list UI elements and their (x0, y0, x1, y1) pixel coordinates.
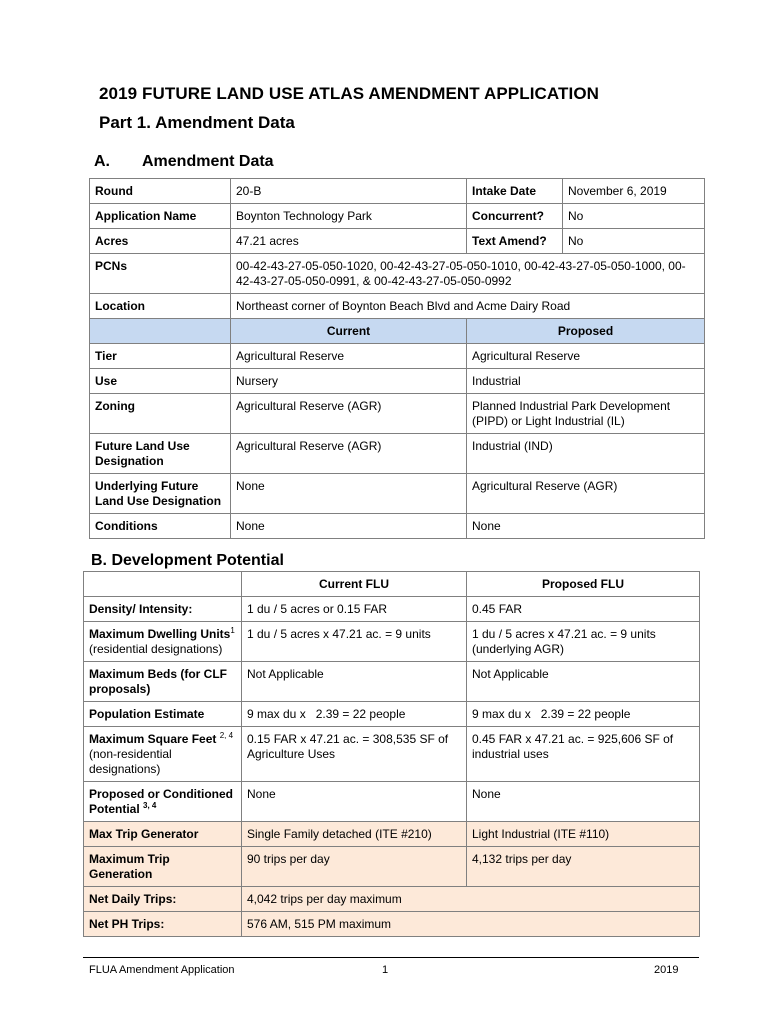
conditioned-label-bold: Proposed or Conditioned Potential (89, 787, 233, 816)
conditioned-label (84, 782, 242, 822)
round-label: Round (90, 179, 231, 204)
amendment-data-table (89, 178, 705, 539)
row-label: Zoning (90, 394, 231, 434)
max-trip-label: Maximum Trip Generation (84, 847, 242, 887)
development-potential-table (83, 571, 700, 937)
trip-generator-current: Single Family detached (ITE #210) (242, 822, 467, 847)
acres-label: Acres (90, 229, 231, 254)
row-current: None (231, 474, 467, 514)
density-current: 1 du / 5 acres or 0.15 FAR (242, 597, 467, 622)
header-blank-cell (90, 319, 231, 344)
footnote-marker: 2, 4 (219, 731, 234, 740)
application-name-label: Application Name (90, 204, 231, 229)
pcns-label: PCNs (90, 254, 231, 294)
part-subtitle: Part 1. Amendment Data (99, 113, 295, 132)
current-column-header: Current (231, 319, 467, 344)
table-row (84, 822, 700, 847)
round-value: 20-B (231, 179, 467, 204)
dwelling-label-bold: Maximum Dwelling Units (89, 627, 231, 641)
table-row (90, 204, 705, 229)
table-row (84, 887, 700, 912)
footer-page-number: 1 (382, 964, 389, 976)
row-proposed: Industrial (467, 369, 705, 394)
sqft-label-bold: Maximum Square Feet (89, 732, 217, 746)
max-trip-proposed: 4,132 trips per day (467, 847, 700, 887)
table-row (90, 229, 705, 254)
sqft-label (84, 727, 242, 782)
table-row (84, 662, 700, 702)
intake-date-label: Intake Date (467, 179, 563, 204)
table-row (90, 394, 705, 434)
row-proposed: Agricultural Reserve (AGR) (467, 474, 705, 514)
table-row (84, 727, 700, 782)
row-label: Conditions (90, 514, 231, 539)
max-trip-current: 90 trips per day (242, 847, 467, 887)
row-proposed: Planned Industrial Park Development (PIPD) or Light Industrial (IL) (467, 394, 705, 434)
location-label: Location (90, 294, 231, 319)
row-current: None (231, 514, 467, 539)
beds-proposed: Not Applicable (467, 662, 700, 702)
pcns-value: 00-42-43-27-05-050-1020, 00-42-43-27-05-050-1010, 00-42-43-27-05-050-1000, 00-42-43-27-05-050-0991, & 00-42-43-27-05-050-0992 (231, 254, 705, 294)
row-label: Underlying Future Land Use Designation (90, 474, 231, 514)
net-daily-label: Net Daily Trips: (84, 887, 242, 912)
document-title: 2019 FUTURE LAND USE ATLAS AMENDMENT APPLICATION (99, 84, 600, 103)
net-ph-label: Net PH Trips: (84, 912, 242, 937)
population-label: Population Estimate (84, 702, 242, 727)
current-flu-header: Current FLU (242, 572, 467, 597)
dwelling-proposed: 1 du / 5 acres x 47.21 ac. = 9 units (underlying AGR) (467, 622, 700, 662)
trip-generator-label: Max Trip Generator (84, 822, 242, 847)
header-blank-cell (84, 572, 242, 597)
section-b-heading: B. Development Potential (91, 552, 284, 569)
section-a-title: Amendment Data (142, 153, 274, 170)
row-label: Future Land Use Designation (90, 434, 231, 474)
dwelling-current: 1 du / 5 acres x 47.21 ac. = 9 units (242, 622, 467, 662)
sqft-proposed: 0.45 FAR x 47.21 ac. = 925,606 SF of industrial uses (467, 727, 700, 782)
net-ph-value: 576 AM, 515 PM maximum (242, 912, 700, 937)
sqft-label-rest: (non-residential designations) (89, 747, 172, 776)
table-row (90, 294, 705, 319)
section-a-heading (94, 153, 274, 171)
intake-date-value: November 6, 2019 (563, 179, 705, 204)
beds-current: Not Applicable (242, 662, 467, 702)
table-row (84, 622, 700, 662)
sqft-current: 0.15 FAR x 47.21 ac. = 308,535 SF of Agriculture Uses (242, 727, 467, 782)
proposed-column-header: Proposed (467, 319, 705, 344)
footer-divider (83, 957, 699, 958)
population-proposed: 9 max du x 2.39 = 22 people (467, 702, 700, 727)
section-a-letter: A. (94, 153, 110, 170)
conditioned-proposed: None (467, 782, 700, 822)
location-value: Northeast corner of Boynton Beach Blvd and Acme Dairy Road (231, 294, 705, 319)
footnote-marker: 3, 4 (143, 801, 157, 810)
conditioned-current: None (242, 782, 467, 822)
table-header-row (84, 572, 700, 597)
net-daily-value: 4,042 trips per day maximum (242, 887, 700, 912)
table-header-row (90, 319, 705, 344)
row-proposed: Agricultural Reserve (467, 344, 705, 369)
table-row (84, 782, 700, 822)
dwelling-label-rest: (residential designations) (89, 642, 223, 656)
trip-generator-proposed: Light Industrial (ITE #110) (467, 822, 700, 847)
footer-left-text: FLUA Amendment Application (89, 964, 235, 976)
row-current: Nursery (231, 369, 467, 394)
dwelling-label (84, 622, 242, 662)
density-proposed: 0.45 FAR (467, 597, 700, 622)
row-proposed: None (467, 514, 705, 539)
table-row (84, 597, 700, 622)
concurrent-value: No (563, 204, 705, 229)
application-name-value: Boynton Technology Park (231, 204, 467, 229)
concurrent-label: Concurrent? (467, 204, 563, 229)
table-row (90, 369, 705, 394)
table-row (84, 847, 700, 887)
row-proposed: Industrial (IND) (467, 434, 705, 474)
text-amend-label: Text Amend? (467, 229, 563, 254)
table-row (90, 474, 705, 514)
text-amend-value: No (563, 229, 705, 254)
row-label: Tier (90, 344, 231, 369)
acres-value: 47.21 acres (231, 229, 467, 254)
table-row (90, 254, 705, 294)
proposed-flu-header: Proposed FLU (467, 572, 700, 597)
density-label: Density/ Intensity: (84, 597, 242, 622)
beds-label: Maximum Beds (for CLF proposals) (84, 662, 242, 702)
table-row (90, 434, 705, 474)
footnote-marker: 1 (230, 626, 235, 635)
row-label: Use (90, 369, 231, 394)
table-row (84, 912, 700, 937)
table-row (90, 344, 705, 369)
table-row (84, 702, 700, 727)
table-row (90, 514, 705, 539)
row-current: Agricultural Reserve (AGR) (231, 394, 467, 434)
table-row (90, 179, 705, 204)
row-current: Agricultural Reserve (AGR) (231, 434, 467, 474)
row-current: Agricultural Reserve (231, 344, 467, 369)
population-current: 9 max du x 2.39 = 22 people (242, 702, 467, 727)
footer-year: 2019 (654, 964, 679, 976)
